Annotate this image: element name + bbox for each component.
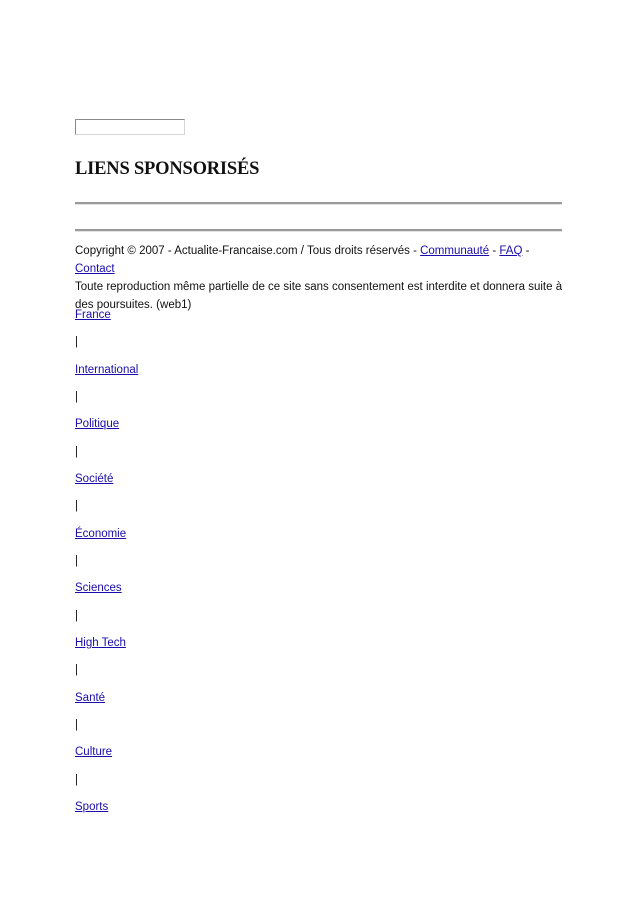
nav-link-culture[interactable]: Culture xyxy=(75,746,113,758)
sponsored-links-heading: LIENS SPONSORISÉS xyxy=(75,159,260,179)
faq-link[interactable]: FAQ xyxy=(499,245,523,257)
nav-link-societe[interactable]: Société xyxy=(75,473,114,485)
nav-separator: | xyxy=(75,774,78,786)
reproduction-notice: Toute reproduction même partielle de ce site sans consentement est interdite et donnera suite à des poursuites. (web1) xyxy=(75,281,563,311)
nav-separator: | xyxy=(75,391,78,403)
nav-separator: | xyxy=(75,500,78,512)
footer-separator: - xyxy=(522,245,530,257)
nav-link-international[interactable]: International xyxy=(75,364,139,376)
nav-separator: | xyxy=(75,719,78,731)
nav-link-sciences[interactable]: Sciences xyxy=(75,582,122,594)
nav-separator: | xyxy=(75,336,78,348)
contact-link[interactable]: Contact xyxy=(75,263,115,275)
search-input[interactable] xyxy=(75,119,185,135)
nav-link-france[interactable]: France xyxy=(75,309,111,321)
nav-separator: | xyxy=(75,555,78,567)
nav-separator: | xyxy=(75,610,78,622)
footer-separator: - xyxy=(489,245,500,257)
footer-copyright-block xyxy=(75,242,563,314)
sponsored-top-divider xyxy=(75,202,562,205)
copyright-text: Copyright © 2007 - Actualite-Francaise.com / Tous droits réservés - xyxy=(75,245,421,257)
nav-separator: | xyxy=(75,446,78,458)
communaute-link[interactable]: Communauté xyxy=(420,245,490,257)
nav-link-sante[interactable]: Santé xyxy=(75,692,106,704)
nav-link-sports[interactable]: Sports xyxy=(75,801,109,813)
sponsored-bottom-divider xyxy=(75,229,562,232)
nav-separator: | xyxy=(75,664,78,676)
nav-link-politique[interactable]: Politique xyxy=(75,418,120,430)
nav-link-economie[interactable]: Économie xyxy=(75,528,127,540)
nav-link-high-tech[interactable]: High Tech xyxy=(75,637,126,649)
